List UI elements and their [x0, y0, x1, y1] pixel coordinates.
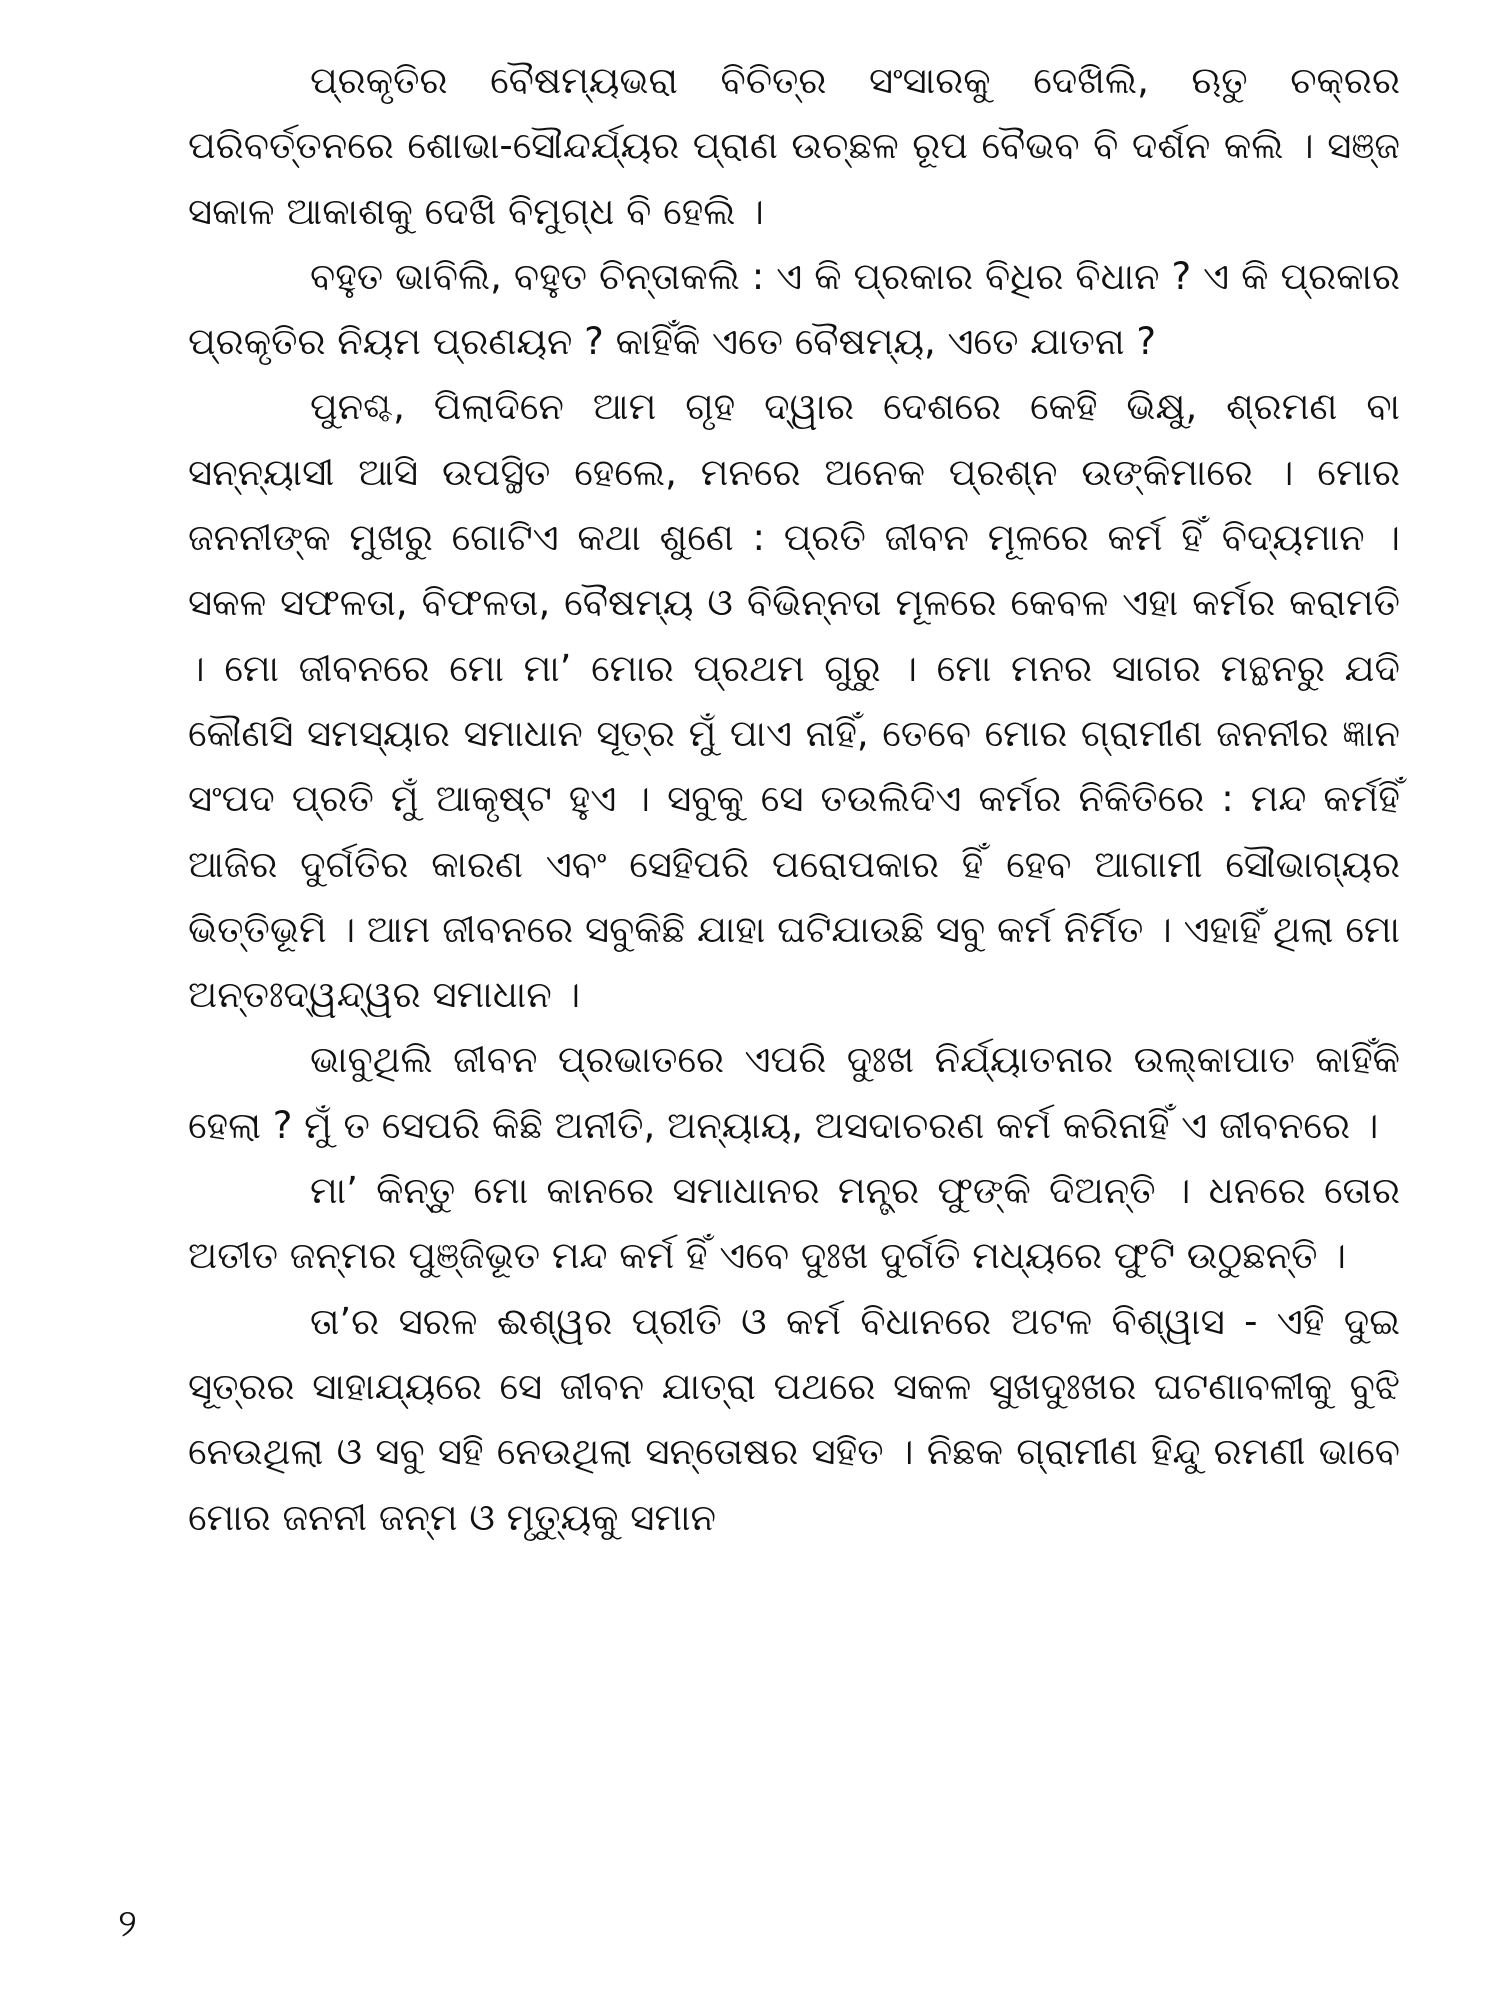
paragraph-1: ପ୍ରକୃତିର ବୈଷମ୍ୟଭରା ବିଚିତ୍ର ସଂସାରକୁ ଦେଖିଲି, ଋତୁ ଚକ୍ରର ପରିବର୍ତ୍ତନରେ ଶୋଭା-ସୌନ୍ଦର୍ଯ୍ୟର ପ୍ରାଣ ଉଚ୍ଛଳ ରୂପ ବୈଭବ ବି ଦର୍ଶନ କଲି । ସଞ୍ଜ ସକାଳ ଆକାଶକୁ ଦେଖି ବିମୁଗ୍ଧ ବି ହେଲି । — [188, 59, 1400, 233]
paragraph-3: ପୁନଶ୍ଚ, ପିଲାଦିନେ ଆମ ଗୃହ ଦ୍ୱାର ଦେଶରେ କେହି ଭିକ୍ଷୁ, ଶ୍ରମଣ ବା ସନ୍ନ୍ୟାସୀ ଆସି ଉପସ୍ଥିତ ହେଲେ, ମନରେ ଅନେକ ପ୍ରଶ୍ନ ଉଙ୍କିମାରେ । ମୋର ଜନନୀଙ୍କ ମୁଖରୁ ଗୋଟିଏ କଥା ଶୁଣେ : ପ୍ରତି ଜୀବନ ମୂଳରେ କର୍ମ ହିଁ ବିଦ୍ୟମାନ । ସକଳ ସଫଳତା, ବିଫଳତା, ବୈଷମ୍ୟ ଓ ବିଭିନ୍ନତା ମୂଳରେ କେବଳ ଏହା କର୍ମର କରାମତି । ମୋ ଜୀବନରେ ମୋ ମା’ ମୋର ପ୍ରଥମ ଗୁରୁ । ମୋ ମନର ସାଗର ମନ୍ଥନରୁ ଯଦି କୌଣସି ସମସ୍ୟାର ସମାଧାନ ସୂତ୍ର ମୁଁ ପାଏ ନାହିଁ, ତେବେ ମୋର ଗ୍ରାମୀଣ ଜନନୀର ଜ୍ଞାନ ସଂପଦ ପ୍ରତି ମୁଁ ଆକୃଷ୍ଟ ହୁଏ । ସବୁକୁ ସେ ତଉଲିଦିଏ କର୍ମର ନିକିତିରେ : ମନ୍ଦ କର୍ମହିଁ ଆଜିର ଦୁର୍ଗତିର କାରଣ ଏବଂ ସେହିପରି ପରୋପକାର ହିଁ ହେବ ଆଗାମୀ ସୌଭାଗ୍ୟର ଭିତ୍ତିଭୂମି । ଆମ ଜୀବନରେ ସବୁକିଛି ଯାହା ଘଟିଯାଉଛି ସବୁ କର୍ମ ନିର୍ମିତ । ଏହାହିଁ ଥିଲା ମୋ ଅନ୍ତଃଦ୍ୱନ୍ଦ୍ୱର ସମାଧାନ । — [188, 385, 1400, 1017]
paragraph-2: ବହୁତ ଭାବିଲି, ବହୁତ ଚିନ୍ତାକଲି : ଏ କି ପ୍ରକାର ବିଧିର ବିଧାନ ? ଏ କି ପ୍ରକାର ପ୍ରକୃତିର ନିୟମ ପ୍ରଣୟନ ? କାହିଁକି ଏତେ ବୈଷମ୍ୟ, ଏତେ ଯାତନା ? — [188, 254, 1400, 364]
paragraph-5: ମା’ କିନ୍ତୁ ମୋ କାନରେ ସମାଧାନର ମନ୍ତ୍ର ଫୁଙ୍କି ଦିଅନ୍ତି । ଧନରେ ତୋର ଅତୀତ ଜନ୍ମର ପୁଞ୍ଜିଭୂତ ମନ୍ଦ କର୍ମ ହିଁ ଏବେ ଦୁଃଖ ଦୁର୍ଗତି ମଧ୍ୟରେ ଫୁଟି ଉଠୁଛନ୍ତି । — [188, 1169, 1400, 1278]
paragraph-6: ତା’ର ସରଳ ଈଶ୍ୱର ପ୍ରୀତି ଓ କର୍ମ ବିଧାନରେ ଅଟଳ ବିଶ୍ୱାସ - ଏହି ଦୁଇ ସୂତ୍ରର ସାହାଯ୍ୟରେ ସେ ଜୀବନ ଯାତ୍ରା ପଥରେ ସକଳ ସୁଖଦୁଃଖର ଘଟଣାବଳୀକୁ ବୁଝି ନେଉଥିଲା ଓ ସବୁ ସହି ନେଉଥିଲା ସନ୍ତୋଷର ସହିତ । ନିଛକ ଗ୍ରାମୀଣ ହିନ୍ଦୁ ରମଣୀ ଭାବେ ମୋର ଜନନୀ ଜନ୍ମ ଓ ମୃତ୍ୟୁକୁ ସମାନ — [188, 1299, 1400, 1539]
page-number: ୨ — [118, 1901, 137, 1945]
paragraph-4: ଭାବୁଥିଲି ଜୀବନ ପ୍ରଭାତରେ ଏପରି ଦୁଃଖ ନିର୍ଯ୍ୟାତନାର ଉଲ୍କାପାତ କାହିଁକି ହେଲା ? ମୁଁ ତ ସେପରି କିଛି ଅନୀତି, ଅନ୍ୟାୟ, ଅସଦାଚରଣ କର୍ମ କରିନାହିଁ ଏ ଜୀବନରେ । — [188, 1038, 1400, 1147]
body-text — [188, 48, 1400, 1550]
